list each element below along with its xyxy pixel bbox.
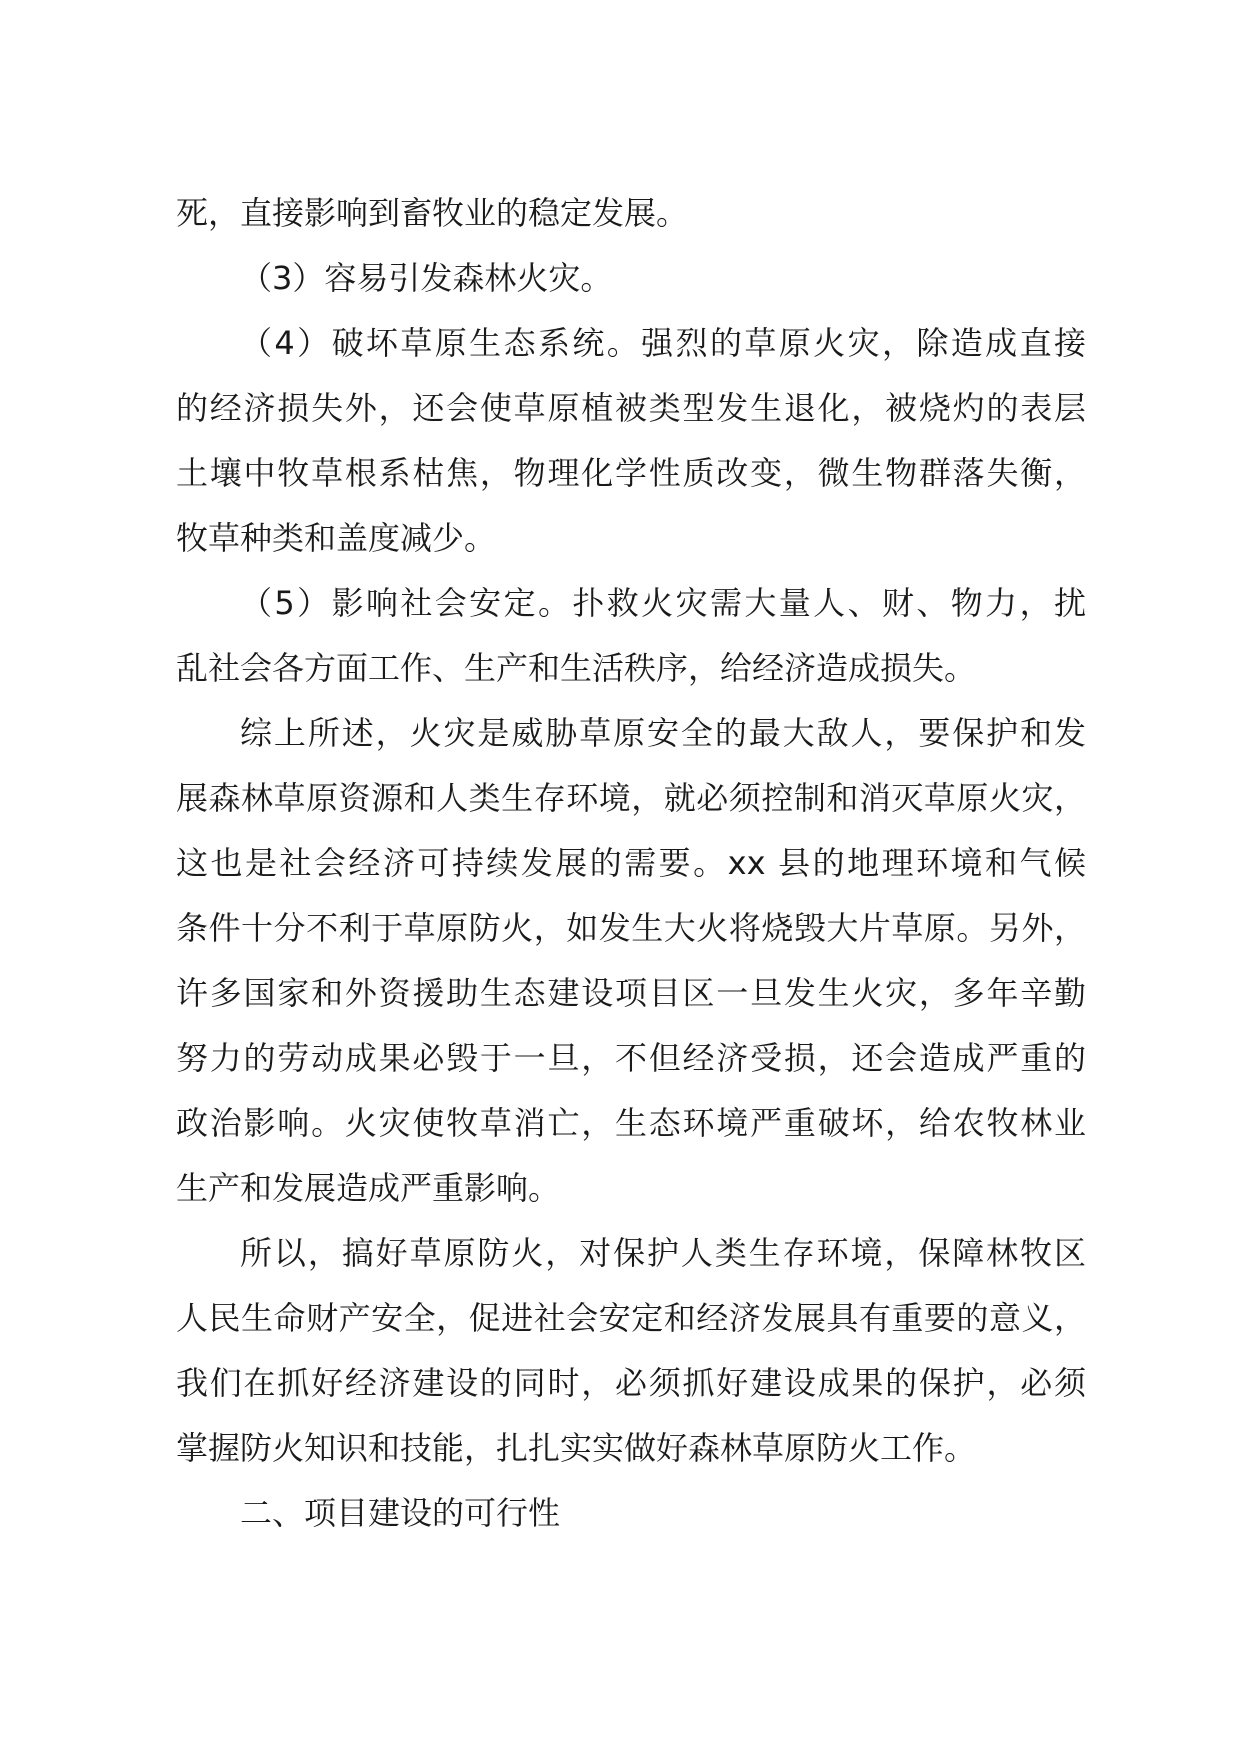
text-line-2: （3）容易引发森林火灾。 (240, 259, 613, 297)
text-line-4: 的经济损失外，还会使草原植被类型发生退化，被烧灼的表层 (176, 389, 1086, 427)
section-heading: 二、项目建设的可行性 (240, 1494, 561, 1532)
text-line-13: 许多国家和外资援助生态建设项目区一旦发生火灾，多年辛勤 (176, 974, 1086, 1012)
text-line-12: 条件十分不利于草原防火，如发生大火将烧毁大片草原。另外， (176, 909, 1086, 947)
document-body (176, 181, 1086, 1546)
text-line-6: 牧草种类和盖度减少。 (176, 519, 497, 557)
text-line-7: （5）影响社会安定。扑救火灾需大量人、财、物力，扰 (240, 584, 1086, 622)
text-line-17: 所以，搞好草原防火，对保护人类生存环境，保障林牧区 (240, 1234, 1086, 1272)
text-line-18: 人民生命财产安全，促进社会安定和经济发展具有重要的意义， (176, 1299, 1086, 1337)
text-line-20: 掌握防火知识和技能，扎扎实实做好森林草原防火工作。 (176, 1429, 977, 1467)
text-line-5: 土壤中牧草根系枯焦，物理化学性质改变，微生物群落失衡， (176, 454, 1086, 492)
text-line-16: 生产和发展造成严重影响。 (176, 1169, 561, 1207)
text-line-11: 这也是社会经济可持续发展的需要。xx 县的地理环境和气候 (176, 844, 1086, 882)
text-line-14: 努力的劳动成果必毁于一旦，不但经济受损，还会造成严重的 (176, 1039, 1086, 1077)
text-line-9: 综上所述，火灾是威胁草原安全的最大敌人，要保护和发 (240, 714, 1086, 752)
text-line-15: 政治影响。火灾使牧草消亡，生态环境严重破坏，给农牧林业 (176, 1104, 1086, 1142)
text-line-3: （4）破坏草原生态系统。强烈的草原火灾，除造成直接 (240, 324, 1086, 362)
text-line-10: 展森林草原资源和人类生存环境，就必须控制和消灭草原火灾， (176, 779, 1086, 817)
text-line-1: 死，直接影响到畜牧业的稳定发展。 (176, 194, 689, 232)
text-line-8: 乱社会各方面工作、生产和生活秩序，给经济造成损失。 (176, 649, 977, 687)
text-line-19: 我们在抓好经济建设的同时，必须抓好建设成果的保护，必须 (176, 1364, 1086, 1402)
